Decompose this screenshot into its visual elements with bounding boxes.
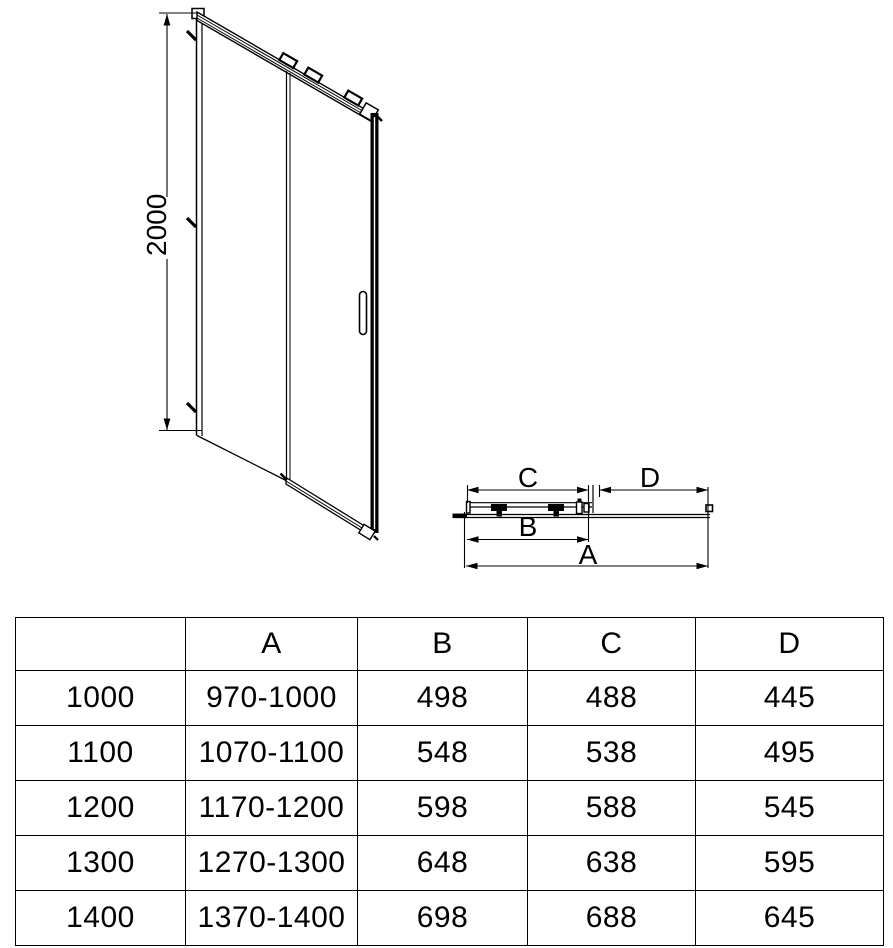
header-b: B [358, 618, 528, 671]
fixed-panel-bottom-edge [197, 436, 287, 482]
cell-a: 1270-1300 [186, 836, 358, 891]
arrow-left-icon [467, 487, 479, 493]
cell-d: 495 [696, 726, 884, 781]
cell-size: 1100 [16, 726, 186, 781]
header-c: C [528, 618, 696, 671]
cell-a: 1370-1400 [186, 891, 358, 946]
dimension-a [466, 539, 708, 570]
cell-d: 645 [696, 891, 884, 946]
front-view-drawing [141, 9, 382, 541]
cell-d: 595 [696, 836, 884, 891]
cell-b: 598 [358, 781, 528, 836]
table-row [16, 671, 884, 726]
arrow-left-icon [600, 487, 612, 493]
cell-size: 1200 [16, 781, 186, 836]
wall-bracket [187, 403, 196, 412]
cell-size: 1300 [16, 836, 186, 891]
header-size [16, 618, 186, 671]
header-a: A [186, 618, 358, 671]
cell-b: 648 [358, 836, 528, 891]
cell-c: 588 [528, 781, 696, 836]
dim-a-label: A [578, 539, 598, 570]
cell-d: 545 [696, 781, 884, 836]
arrow-right-icon [577, 487, 589, 493]
glass-end-cap [706, 505, 713, 512]
dim-d-label: D [639, 462, 661, 493]
arrow-right-icon [697, 563, 709, 569]
cell-size: 1000 [16, 671, 186, 726]
table-row [16, 836, 884, 891]
cell-c: 638 [528, 836, 696, 891]
cell-c: 488 [528, 671, 696, 726]
cell-size: 1400 [16, 891, 186, 946]
plan-door-stopper [577, 499, 590, 514]
arrow-down-icon [164, 419, 171, 431]
table-row [16, 781, 884, 836]
wall-bracket [187, 218, 196, 227]
dim-c-label: C [517, 462, 539, 493]
table-header-row [16, 618, 884, 671]
cell-b: 498 [358, 671, 528, 726]
arrow-right-icon [697, 487, 709, 493]
size-table [15, 617, 884, 946]
cell-a: 970-1000 [186, 671, 358, 726]
height-dimension-label: 2000 [141, 193, 172, 256]
cell-c: 688 [528, 891, 696, 946]
cell-a: 1170-1200 [186, 781, 358, 836]
dim-b-label: B [518, 511, 538, 542]
cell-b: 548 [358, 726, 528, 781]
door-handle [360, 292, 367, 335]
bottom-rail [281, 474, 379, 541]
cell-d: 445 [696, 671, 884, 726]
dimension-b [465, 511, 589, 568]
table-row [16, 891, 884, 946]
arrow-up-icon [164, 14, 171, 26]
glass-panels [197, 71, 290, 481]
wall-bracket [187, 31, 196, 40]
arrow-left-icon [467, 536, 479, 542]
cell-b: 698 [358, 891, 528, 946]
arrow-left-icon [466, 563, 478, 569]
door-stile-right [371, 113, 379, 533]
plan-view-drawing [453, 462, 713, 570]
table-row [16, 726, 884, 781]
header-d: D [696, 618, 884, 671]
cell-a: 1070-1100 [186, 726, 358, 781]
wall-profile-left [187, 9, 204, 437]
cell-c: 538 [528, 726, 696, 781]
